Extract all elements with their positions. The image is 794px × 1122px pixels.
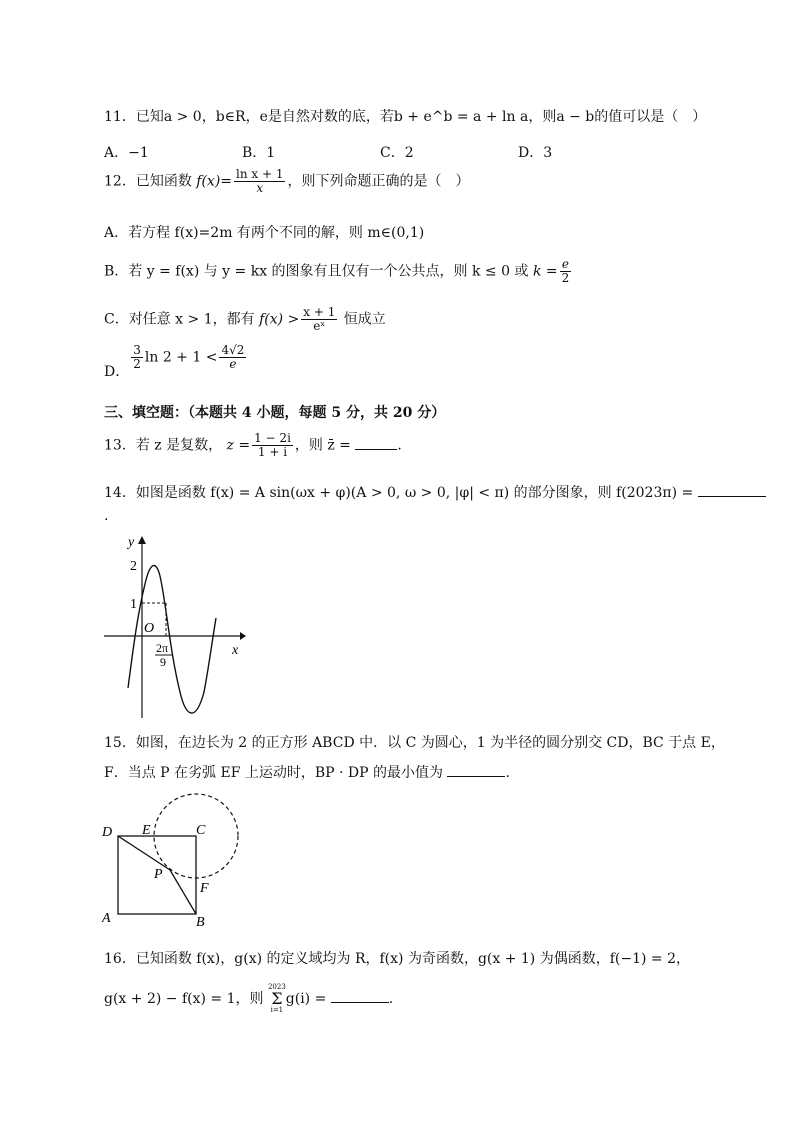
- q16-line2-g: g(i) =: [285, 991, 327, 1007]
- label-b: B: [196, 915, 205, 930]
- q16-sum-top: 2023: [267, 983, 286, 991]
- tick-x-den: 9: [160, 655, 166, 669]
- q12-option-d-label: D．: [104, 363, 130, 380]
- q11-option-b: B．1: [242, 145, 276, 161]
- q16-line1: 16．已知函数 f(x)，g(x) 的定义域均为 R，f(x) 为奇函数，g(x + 1) 为偶函数，f(−1) = 2，: [104, 951, 690, 967]
- q16-answer-blank[interactable]: [331, 988, 389, 1003]
- q12-option-c-num: x + 1: [303, 305, 336, 319]
- q12-option-b-den: 2: [561, 271, 570, 286]
- q15-answer-blank[interactable]: [447, 762, 505, 777]
- segment-pb: [170, 870, 196, 914]
- q12-frac-den: x: [256, 181, 264, 196]
- q13-answer-blank[interactable]: [355, 435, 397, 450]
- q14-sine-graph: [100, 532, 250, 722]
- label-d: D: [102, 825, 113, 840]
- q11-stem: 11．已知a > 0，b∈R，e是自然对数的底，若b + e^b = a + ln a，则a − b的值可以是（ ）: [104, 109, 707, 125]
- q14-answer-blank[interactable]: [698, 482, 766, 497]
- q15-line2: F．当点 P 在劣弧 EF 上运动时，BP · DP 的最小值为 .: [104, 762, 510, 782]
- q12-option-d-mid: ln 2 + 1 <: [144, 349, 218, 366]
- q12-stem-prefix: 12．已知函数: [104, 173, 192, 190]
- q13-stem: 13．若 z 是复数， z = $\frac{1 - 2i}{1 + i}$ ，则 z̄ = .: [104, 431, 402, 460]
- q13-fraction: [252, 432, 293, 459]
- q12-option-d-frac2-den: e: [229, 357, 237, 372]
- q13-frac-den: 1 + i: [257, 445, 288, 460]
- q12-stem-suffix: ，则下列命题正确的是（ ）: [287, 173, 470, 190]
- label-f: F: [200, 881, 209, 896]
- q13-z: z =: [226, 437, 251, 454]
- q12-option-b: [104, 258, 573, 285]
- q13-suffix: ，则 z̄ =: [294, 437, 351, 454]
- label-a: A: [102, 911, 111, 926]
- label-p: P: [154, 867, 163, 882]
- q16-sum-bottom: i=1: [270, 1006, 284, 1014]
- q12-frac-num: ln x + 1: [236, 167, 284, 181]
- q11-option-a: A．−1: [104, 145, 149, 161]
- q16-line2: g(x + 2) − f(x) = 1，则 2023 Σ i=1 g(i) = .: [104, 983, 394, 1014]
- y-axis-arrow: [138, 536, 146, 544]
- q16-summation: [268, 984, 286, 1014]
- q14-stem: [104, 482, 766, 502]
- q12-option-d: [104, 343, 248, 380]
- q12-option-b-num: e: [561, 257, 569, 271]
- q12-option-b-frac: [560, 258, 572, 285]
- q12-option-d-frac1-den: 2: [133, 357, 141, 372]
- q12-stem: [104, 168, 469, 195]
- q12-option-c-frac: [301, 306, 337, 333]
- q12-option-b-text: B．若 y = f(x) 与 y = kx 的图象有且仅有一个公共点，则 k ≤ 0 或: [104, 263, 529, 280]
- q12-option-c-text: C．对任意 x > 1，都有: [104, 311, 255, 328]
- label-e: E: [142, 823, 151, 838]
- sine-curve: [128, 566, 216, 714]
- tick-y1: 1: [130, 597, 137, 612]
- segment-dp: [118, 836, 170, 870]
- q12-option-c: [104, 306, 386, 333]
- q12-option-a: A．若方程 f(x)=2m 有两个不同的解，则 m∈(0,1): [104, 225, 425, 241]
- q15-line1: 15．如图，在边长为 2 的正方形 ABCD 中．以 C 为圆心，1 为半径的圆分别交 CD，BC 于点 E，: [104, 735, 725, 751]
- q16-line2-text: g(x + 2) − f(x) = 1，则: [104, 991, 264, 1007]
- origin-label: O: [144, 621, 155, 636]
- q11-option-d: D．3: [518, 145, 553, 161]
- q13-frac-num: 1 − 2i: [254, 431, 291, 445]
- tick-x-num: 2π: [156, 641, 169, 655]
- section-3-heading: 三、填空题：（本题共 4 小题，每题 5 分，共 20 分）: [104, 405, 446, 421]
- q15-square-figure: [98, 790, 248, 930]
- q12-fx: f(x)=: [196, 173, 233, 190]
- x-axis-arrow: [240, 632, 246, 640]
- q12-option-d-frac1-num: 3: [133, 343, 141, 357]
- q12-option-d-frac1: [131, 344, 143, 371]
- q12-option-c-tail: 恒成立: [343, 311, 386, 328]
- q12-option-c-fx: f(x) >: [259, 311, 300, 328]
- q12-fraction: [234, 168, 285, 195]
- q12-option-b-k: k =: [532, 263, 558, 280]
- q12-option-d-frac2-num: 4√2: [221, 343, 245, 357]
- q13-prefix: 13．若 z 是复数，: [104, 437, 223, 454]
- q14-stem-text: 14．如图是函数 f(x) = A sin(ωx + φ)(A > 0, ω > 0, |φ| < π) 的部分图象，则 f(2023π) =: [104, 485, 694, 501]
- q12-option-d-frac2: [219, 344, 246, 371]
- tick-y2: 2: [130, 559, 137, 574]
- q14-tail: .: [104, 508, 109, 524]
- q16-sum-symbol: Σ: [271, 989, 283, 1008]
- q12-option-c-den: eˣ: [313, 319, 326, 334]
- q15-line2-text: F．当点 P 在劣弧 EF 上运动时，BP · DP 的最小值为: [104, 765, 444, 781]
- q11-option-c: C．2: [380, 145, 414, 161]
- x-axis-label: x: [232, 643, 239, 658]
- y-axis-label: y: [128, 535, 135, 550]
- label-c: C: [196, 823, 206, 838]
